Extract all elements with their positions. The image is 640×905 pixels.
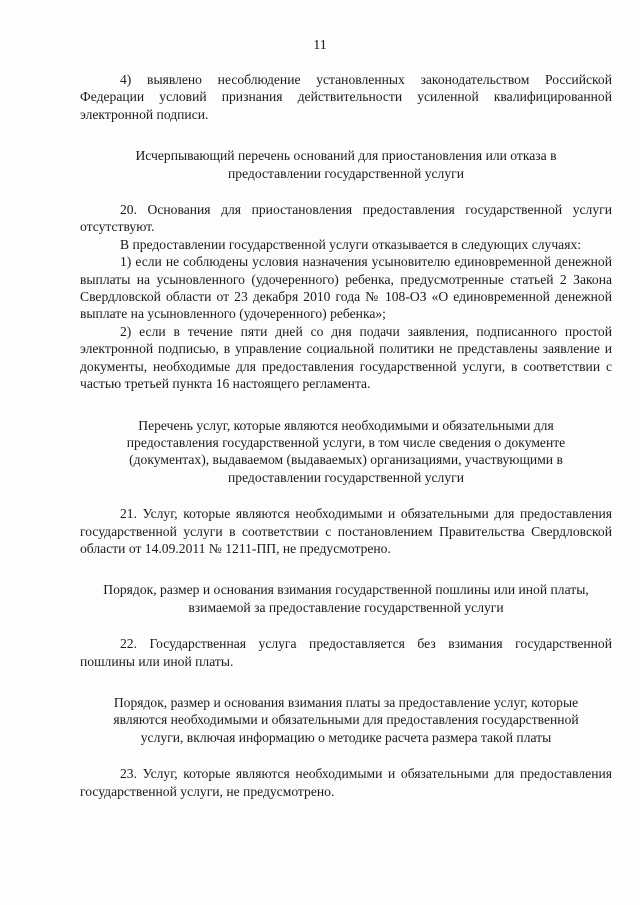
paragraph-refusal-case-1: 1) если не соблюдены условия назначения усыновителю единовременной денежной выплаты на усыновленного (удочеренного) ребенка, предусмотренные статьей 2 Закона Свердловской области от 23 декабря 2010 года № 108-ОЗ «О единовременной денежной выплате на усыновленного (удочеренного) ребенка»; [80,254,612,322]
page-content [80,71,612,800]
paragraph-item-20: 20. Основания для приостановления предоставления государственной услуги отсутствуют. [80,202,612,235]
paragraph-item-23: 23. Услуг, которые являются необходимыми и обязательными для предоставления государственной услуги, не предусмотрено. [80,766,612,799]
section-heading-grounds-refusal: Исчерпывающий перечень оснований для приостановления или отказа в предоставлении государственной услуги [135,148,557,181]
paragraph-refusal-intro: В предоставлении государственной услуги отказывается в следующих случаях: [120,236,582,252]
section-heading-required-services: Перечень услуг, которые являются необходимыми и обязательными для предоставления государственной услуги, в том числе сведения о документе (документах), выдаваемом (выдаваемых) организациями, участвующими в предоставлении государственной услуги [126,417,566,485]
section-heading-service-fee: Порядок, размер и основания взимания платы за предоставление услуг, которые являются необходимыми и обязательными для предоставления государственной услуги, включая информацию о методике расчета размера такой платы [113,694,579,745]
section-heading-state-fee: Порядок, размер и основания взимания государственной пошлины или иной платы, взимаемой за предоставление государственной услуги [103,582,589,615]
paragraph-item-22: 22. Государственная услуга предоставляется без взимания государственной пошлины или иной платы. [80,636,612,669]
paragraph-item-21: 21. Услуг, которые являются необходимыми и обязательными для предоставления государственной услуги в соответствии с постановлением Правительства Свердловской области от 14.09.2011 № 1211-ПП, не предусмотрено. [80,506,612,556]
paragraph-refusal-case-2: 2) если в течение пяти дней со дня подачи заявления, подписанного простой электронной подписью, в управление социальной политики не представлены заявление и документы, необходимые для предоставления государственной услуги, в соответствии с частью третьей пункта 16 настоящего регламента. [80,323,612,392]
paragraph-item-4: 4) выявлено несоблюдение установленных законодательством Российской Федерации условий признания действительности усиленной квалифицированной электронной подписи. [80,72,612,122]
page-number: 11 [313,38,327,53]
